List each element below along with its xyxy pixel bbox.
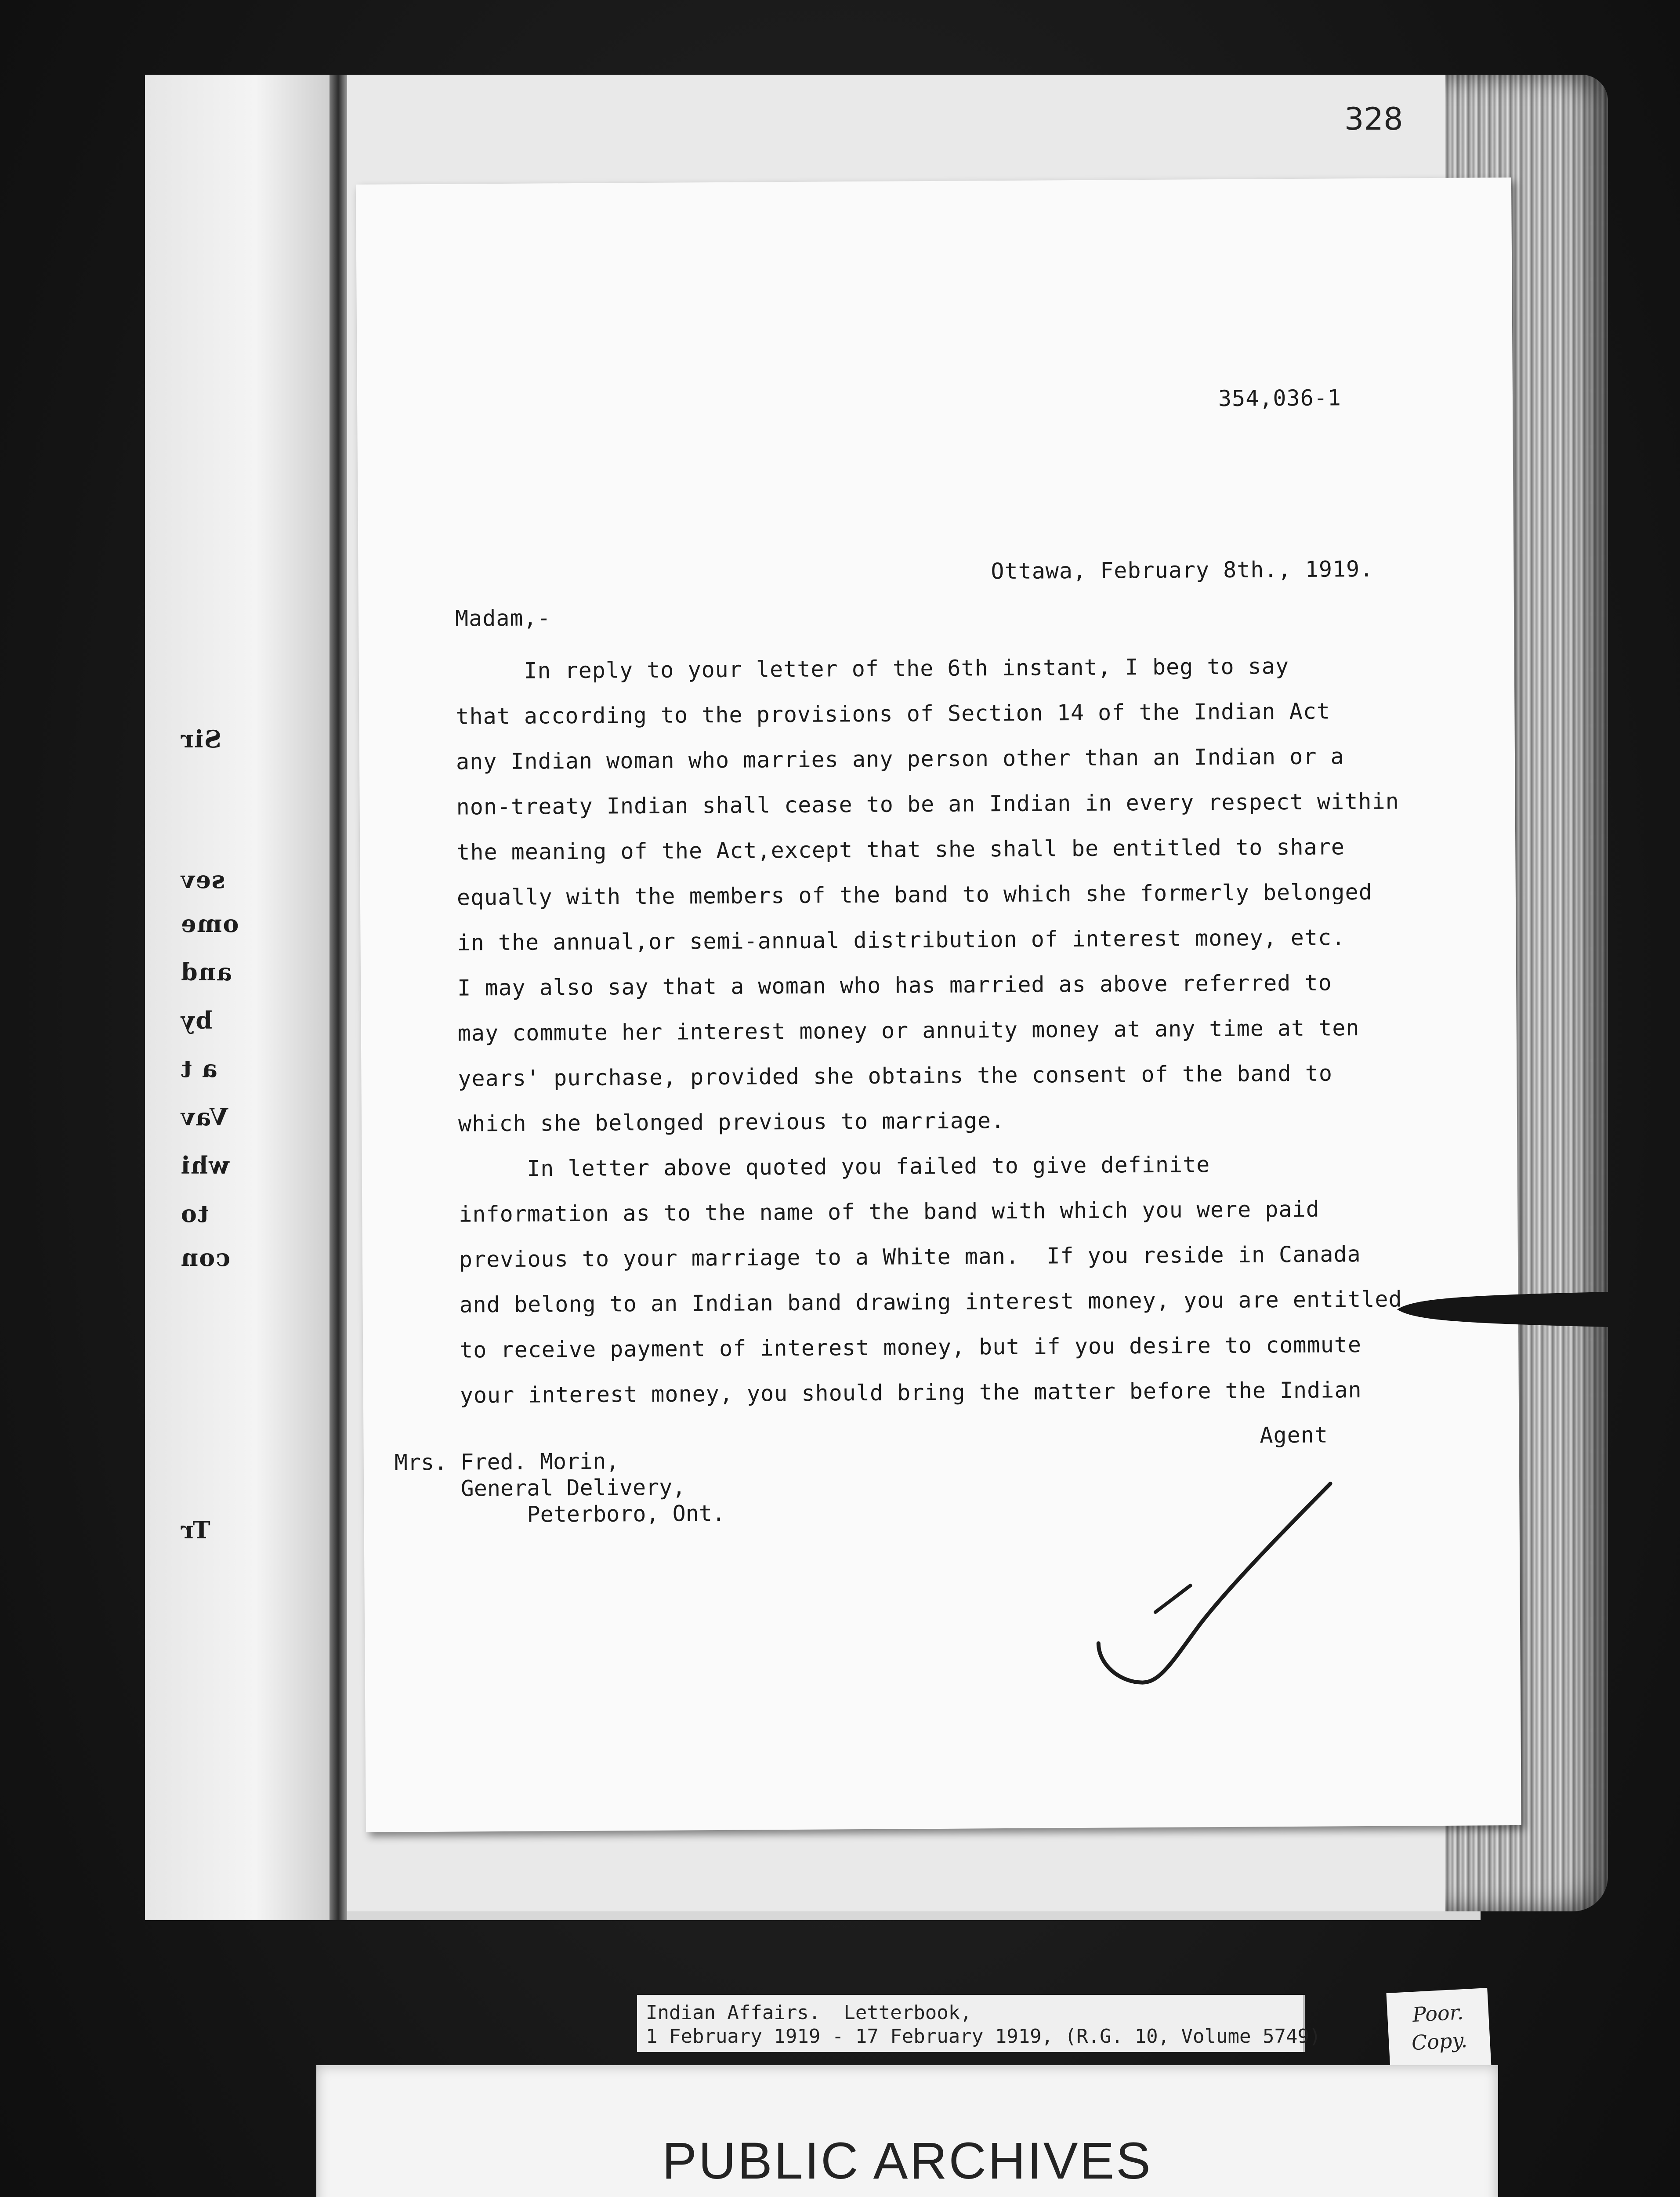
- previous-page-fragment: Vav: [180, 1103, 228, 1131]
- letter-body-line: that according to the provisions of Section 14 of the Indian Act: [456, 698, 1331, 729]
- pointer-marker: [1397, 1287, 1608, 1331]
- archive-title-english: PUBLIC ARCHIVES: [662, 2132, 1152, 2190]
- previous-page-fragment: a t: [180, 1055, 217, 1083]
- letter-body-line: to receive payment of interest money, but if you desire to commute: [460, 1332, 1362, 1363]
- letter-body-line: in the annual,or semi-annual distribution of interest money, etc.: [457, 924, 1346, 956]
- address-line: Mrs. Fred. Morin,: [394, 1448, 619, 1476]
- letter-body-line: any Indian woman who marries any person other than an Indian or a: [456, 743, 1344, 775]
- book-gutter: [329, 75, 347, 1920]
- letter-body-line: which she belonged previous to marriage.: [458, 1108, 1005, 1137]
- previous-page-fragment: Sir: [180, 725, 221, 753]
- address-line: Peterboro, Ont.: [395, 1500, 726, 1528]
- previous-page-fragment: con: [180, 1244, 231, 1272]
- letter-date: Ottawa, February 8th., 1919.: [991, 556, 1374, 584]
- letter-body-line: your interest money, you should bring the matter before the Indian: [460, 1377, 1362, 1408]
- previous-page-fragment: and: [180, 958, 232, 986]
- handwritten-note: [1386, 1988, 1491, 2072]
- previous-page-fragment: to: [180, 1200, 209, 1228]
- letter-body-line: equally with the members of the band to which she formerly belonged: [456, 879, 1372, 910]
- signature-initial: [1084, 1475, 1358, 1722]
- salutation: Madam,-: [455, 605, 551, 631]
- letter-body-line: previous to your marriage to a White man. If you reside in Canada: [459, 1241, 1361, 1273]
- letter-body-line: may commute her interest money or annuity money at any time at ten: [457, 1015, 1360, 1046]
- letter-body-line: the meaning of the Act,except that she shall be entitled to share: [456, 834, 1345, 865]
- note-line: Poor.: [1412, 2000, 1464, 2027]
- catalog-line: Indian Affairs. Letterbook,: [646, 2001, 972, 2024]
- catalog-line: 1 February 1919 - 17 February 1919, (R.G. 10, Volume 5749): [646, 2025, 1321, 2048]
- previous-page-fragment: by: [180, 1006, 213, 1034]
- previous-page-fragment: sev: [180, 866, 225, 894]
- previous-page-fragment: Tr: [180, 1516, 210, 1544]
- previous-page-fragment: whi: [180, 1151, 230, 1179]
- letter-body-line: information as to the name of the band with which you were paid: [459, 1196, 1320, 1227]
- file-number: 354,036-1: [1218, 385, 1342, 412]
- letter-body-line: In letter above quoted you failed to give definite: [458, 1152, 1210, 1182]
- catalog-label: [637, 1995, 1321, 2052]
- page-number: 328: [1344, 101, 1403, 137]
- typed-letter: [356, 178, 1521, 1832]
- continuation-word: Agent: [1260, 1422, 1329, 1448]
- previous-page-fragment: ome: [180, 910, 239, 938]
- letter-body-line: In reply to your letter of the 6th instant, I beg to say: [455, 653, 1289, 684]
- letter-body-line: and belong to an Indian band drawing interest money, you are entitled: [459, 1286, 1402, 1318]
- address-line: General Delivery,: [394, 1474, 686, 1502]
- previous-page: [145, 75, 329, 1920]
- letter-body-line: non-treaty Indian shall cease to be an Indian in every respect within: [456, 788, 1399, 820]
- note-line: Copy.: [1411, 2028, 1468, 2055]
- archive-card: [316, 2065, 1498, 2197]
- letter-body-line: I may also say that a woman who has married as above referred to: [457, 970, 1332, 1001]
- letter-body-line: years' purchase, provided she obtains the consent of the band to: [458, 1060, 1333, 1091]
